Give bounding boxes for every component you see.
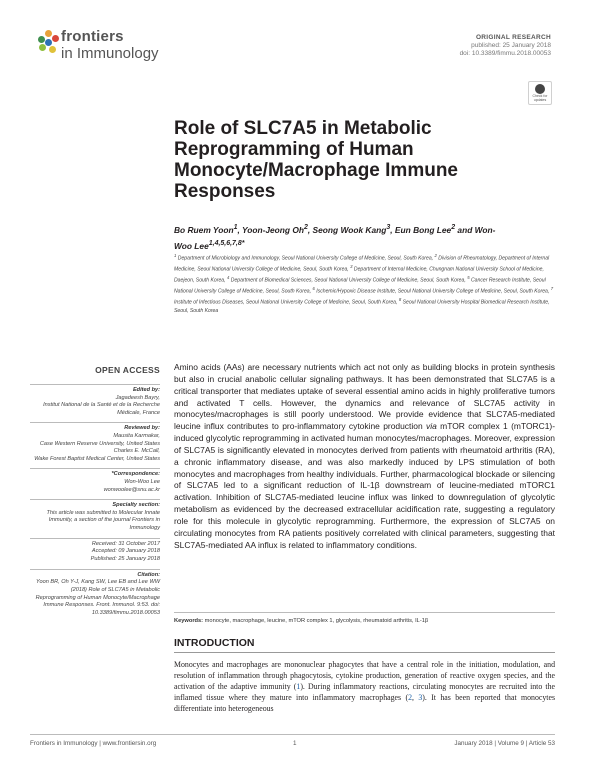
logo-dot	[45, 30, 52, 37]
journal-name-line1: frontiers	[61, 28, 124, 45]
author-list: Bo Ruem Yoon$^1$, Yoon-Jeong Oh$^2$, Seong Wook Kang$^3$, Eun Bong Lee$^2$ and Won-Woo Lee$^{1,4,5,6,7,8*}$	[174, 224, 496, 251]
page-number: 1	[293, 740, 297, 747]
footer-journal-link[interactable]: Frontiers in Immunology | www.frontiersin.org	[30, 740, 157, 747]
correspondence-email[interactable]: wonwoolee@snu.ac.kr	[103, 486, 160, 493]
published-date: published: 25 January 2018	[471, 42, 551, 49]
keywords-list: monocyte, macrophage, leucine, mTOR complex 1, glycolysis, rheumatoid arthritis, IL-1β	[204, 618, 429, 624]
article-doi[interactable]: doi: 10.3389/fimmu.2018.00053	[459, 50, 551, 57]
specialty-label: Specialty section:	[112, 502, 160, 509]
divider	[30, 569, 160, 570]
divider	[30, 538, 160, 539]
abstract: Amino acids (AAs) are necessary nutrients which act not only as building blocks in protein synthesis but also in crucial anabolic cellular signaling pathways. It has been demonstrated that SLC7A5 is a critical transporter that mediates uptake of several essential amino acids in highly proliferative tumors and activated T cells. However, the dynamics and relevance of SLC7A5 activity in monocytes/macrophages is still poorly understood. We provide evidence that SLC7A5-mediated leucine influx contributes to pro-inflammatory cytokine production via mTOR complex 1 (mTORC1)-induced glycolytic reprogramming in activated human monocytes/macrophages. Moreover, expression of SLC7A5 is significantly elevated in monocytes derived from patients with rheumatoid arthritis (RA), a chronic inflammatory disease, and was also markedly induced by LPS stimulation of both monocytes and macrophages from healthy individuals. Further, pharmacological blockade or silencing of SLC7A5 led to a significant reduction of IL-1β downstream of leucine-mediated mTORC1 activation. Inhibition of SLC7A5-mediated leucine influx was linked to downregulation of glycolytic metabolism as evidenced by the decreased extracellular acidification rate, suggesting a regulatory role for this molecule in glycolytic reprogramming. Furthermore, the expression of SLC7A5 on circulating monocytes from RA patients positively correlated with clinical parameters, suggesting that SLC7A5-mediated AA influx is related to inflammatory conditions.	[174, 362, 556, 550]
article-meta	[460, 34, 551, 58]
divider	[30, 384, 160, 385]
article-type: ORIGINAL RESEARCH	[475, 34, 551, 41]
article-title: Role of SLC7A5 in Metabolic Reprogramming of Human Monocyte/Macrophage Immune Responses	[174, 118, 458, 202]
accepted-date: Accepted: 09 January 2018	[91, 548, 160, 555]
edited-by-label: Edited by:	[132, 387, 160, 393]
affiliations: $^1$ Department of Microbiology and Immunology, Seoul National University College of Medicine, Seoul, South Korea, $^2$ Division of Rheumatology, Department of Internal Medicine, Seoul National University College of Medicine, Seoul, South Korea, $^3$ Department of Internal Medicine, Chungnam National University School of Medicine, Daejeon, South Korea, $^4$ Department of Biomedical Sciences, Seoul National University College of Medicine, Seoul, South Korea, $^5$ Cancer Research Institute, Seoul National University College of Medicine, Seoul, South Korea, $^6$ Ischemic/Hypoxic Disease Institute, Seoul National University College of Medicine, Seoul, South Korea, $^7$ Institute of Infectious Diseases, Seoul National University College of Medicine, Seoul, South Korea, $^8$ Seoul National University Hospital Biomedical Research Institute, Seoul, South Korea	[174, 253, 554, 315]
published-date-sidebar: Published: 25 January 2018	[90, 556, 160, 563]
crossmark-line1: Check for	[532, 94, 548, 98]
specialty-text: This article was submitted to Molecular Innate Immunity, a section of the journal Frontiers in Immunology	[46, 509, 160, 531]
correspondence-label: *Correspondence:	[111, 471, 160, 478]
journal-logo[interactable]	[36, 26, 176, 66]
reviewed-by-label: Reviewed by:	[124, 425, 160, 432]
journal-name-line2: in Immunology	[61, 45, 159, 62]
divider	[30, 468, 160, 469]
crossmark-line2: updates	[533, 98, 547, 102]
logo-dot	[38, 36, 45, 43]
crossmark-icon	[535, 84, 545, 94]
reviewer2-name: Charles E. McCall,	[113, 448, 160, 455]
frontiers-logo-icon	[36, 30, 60, 54]
keywords-label: Keywords:	[174, 618, 204, 624]
logo-dot	[39, 44, 46, 51]
editor-name: Jagadeesh Bayry,	[115, 394, 160, 401]
citation-text: Yoon BR, Oh Y-J, Kang SW, Lee EB and Lee WW (2018) Role of SLC7A5 in Metabolic Reprogramming of Human Monocyte/Macrophage Immune Responses. Front. Immunol. 9:53. doi: 10.3389/fimmu.2018.00053	[35, 579, 160, 616]
crossmark-badge[interactable]	[528, 81, 552, 105]
correspondence-name: Won-Woo Lee	[124, 478, 160, 485]
logo-dot	[45, 39, 52, 46]
divider	[174, 612, 555, 613]
reviewer2-affiliation: Wake Forest Baptist Medical Center, United States	[34, 455, 160, 462]
divider	[30, 499, 160, 500]
introduction-text: Monocytes and macrophages are mononuclear phagocytes that have a central role in the initiation, modulation, and resolution of inflammation through phagocytosis, cytokine production, generation of reactive oxygen species, and the activation of the adaptive immunity (1). During inflammatory reactions, circulating monocytes are recruited into the inflamed tissue where they mature into inflammatory macrophages (2, 3). It has been reported that monocytes differentiate into heterogeneous	[174, 660, 555, 713]
section-heading-introduction: INTRODUCTION	[174, 637, 255, 649]
article-info-sidebar	[30, 384, 160, 622]
logo-dot	[52, 35, 59, 42]
footer-divider	[30, 734, 555, 735]
divider	[30, 422, 160, 423]
logo-dot	[49, 46, 56, 53]
editor-affiliation: Institut National de la Santé et de la Recherche Médicale, France	[43, 402, 160, 416]
reviewer1-affiliation: Case Western Reserve University, United States	[39, 440, 160, 447]
received-date: Received: 31 October 2017	[91, 540, 160, 547]
footer-issue-info: January 2018 | Volume 9 | Article 53	[454, 740, 555, 747]
reviewer1-name: Mausita Karmakar,	[113, 432, 160, 439]
divider	[174, 652, 555, 653]
citation-label: Citation:	[137, 571, 160, 578]
keywords	[174, 618, 555, 625]
open-access-label: OPEN ACCESS	[95, 365, 160, 375]
